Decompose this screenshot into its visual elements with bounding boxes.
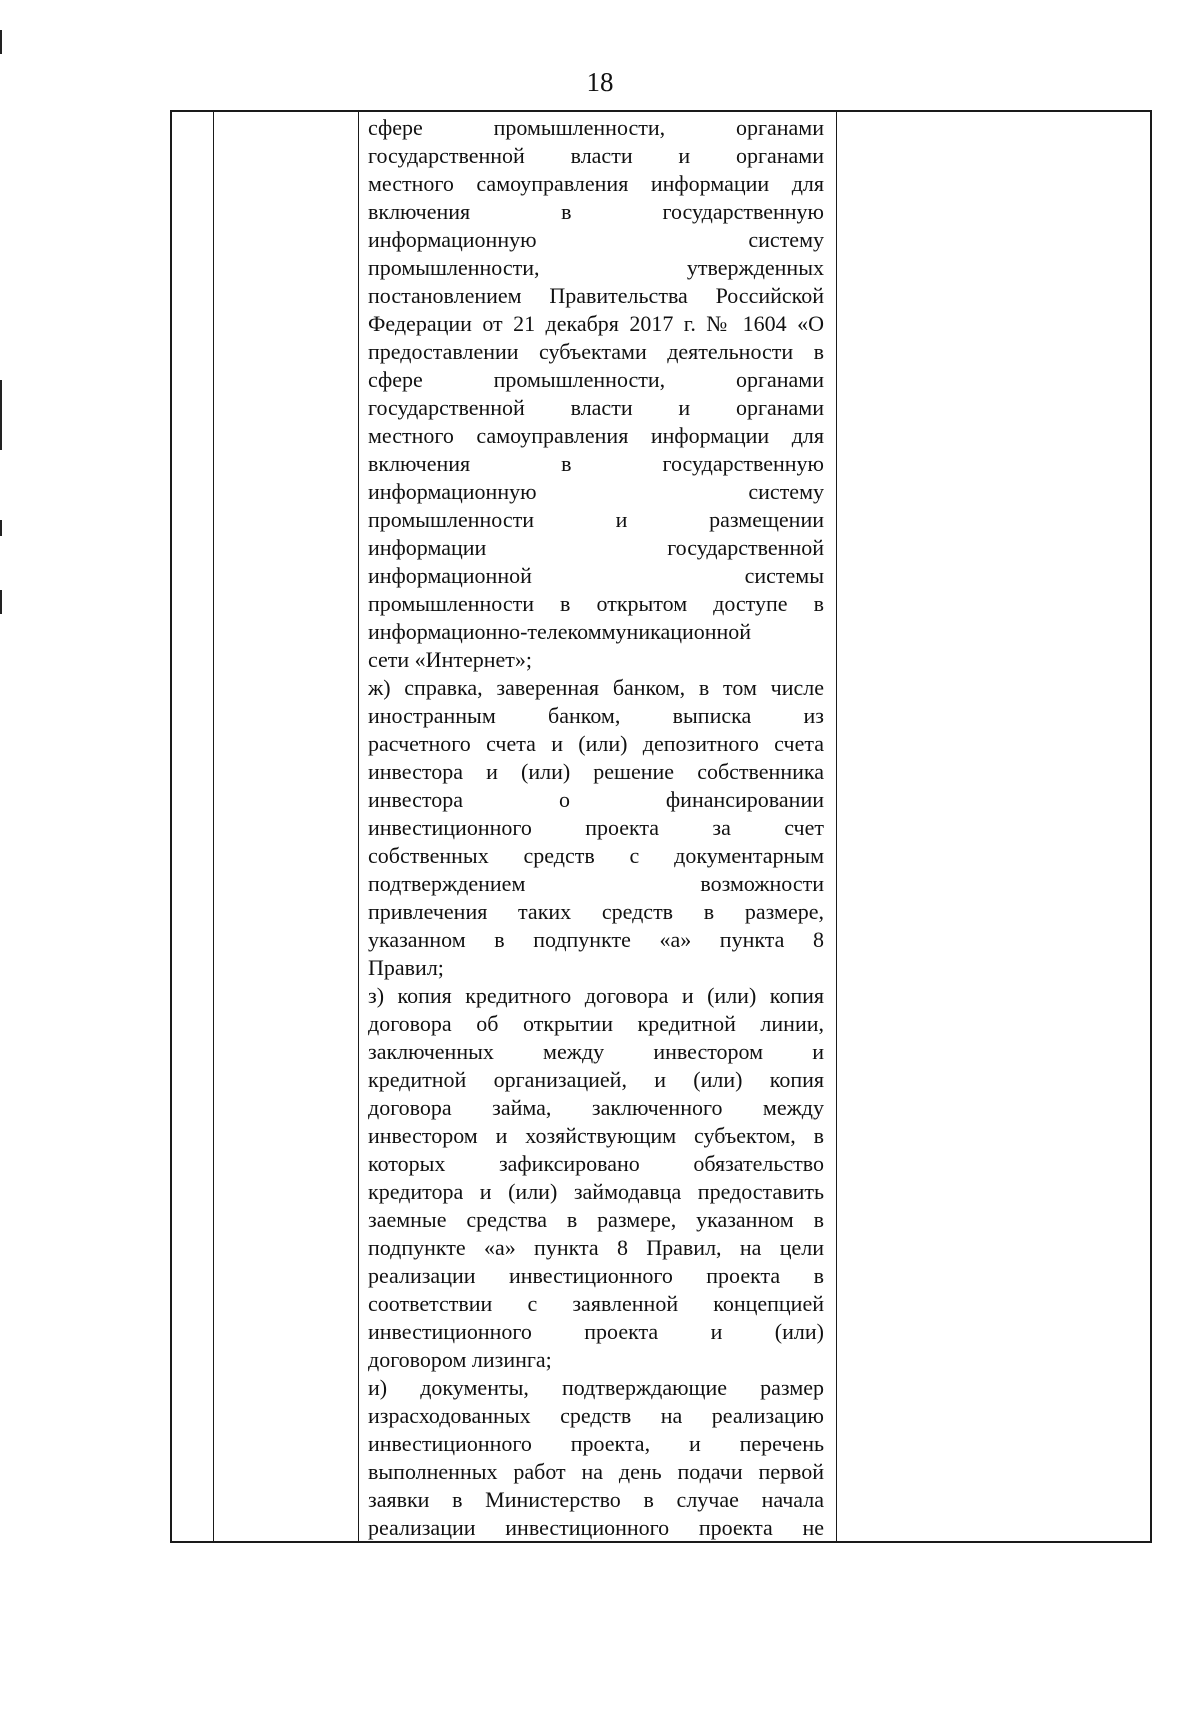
- text-line: сфере промышленности, органами: [368, 115, 824, 140]
- text-line: государственной власти и органами: [368, 143, 824, 168]
- text-line: инвестора о финансировании: [368, 787, 824, 812]
- text-line: предоставлении субъектами деятельности в: [368, 339, 824, 364]
- text-line: Правил;: [368, 955, 444, 980]
- scan-edge-mark: [0, 520, 2, 536]
- text-line: кредитной организацией, и (или) копия: [368, 1067, 824, 1092]
- text-line: инвестора и (или) решение собственника: [368, 759, 824, 784]
- text-line: информационной системы: [368, 563, 824, 588]
- text-line: подтверждением возможности: [368, 871, 824, 896]
- text-line: указанном в подпункте «а» пункта 8: [368, 927, 824, 952]
- text-line: которых зафиксировано обязательство: [368, 1151, 824, 1176]
- text-line: иностранным банком, выписка из: [368, 703, 824, 728]
- text-line: договора об открытии кредитной линии,: [368, 1011, 824, 1036]
- text-line: инвестиционного проекта, и перечень: [368, 1431, 824, 1456]
- column-divider-3: [836, 112, 837, 1541]
- text-line: и) документы, подтверждающие размер: [368, 1375, 824, 1400]
- text-line: подпункте «а» пункта 8 Правил, на цели: [368, 1235, 824, 1260]
- scan-edge-mark: [0, 590, 2, 614]
- text-line: договором лизинга;: [368, 1347, 552, 1372]
- text-line: расчетного счета и (или) депозитного счета: [368, 731, 824, 756]
- text-line: заемные средства в размере, указанном в: [368, 1207, 824, 1232]
- text-line: информационную систему: [368, 479, 824, 504]
- text-line: привлечения таких средств в размере,: [368, 899, 824, 924]
- text-line: включения в государственную: [368, 199, 824, 224]
- text-line: кредитора и (или) займодавца предоставить: [368, 1179, 824, 1204]
- page-number: 18: [586, 67, 614, 97]
- text-line: договора займа, заключенного между: [368, 1095, 824, 1120]
- text-line: информации государственной: [368, 535, 824, 560]
- text-line: заявки в Министерство в случае начала: [368, 1487, 824, 1512]
- text-line: местного самоуправления информации для: [368, 423, 824, 448]
- scan-edge-mark: [0, 380, 2, 450]
- text-line: собственных средств с документарным: [368, 843, 824, 868]
- text-line: ж) справка, заверенная банком, в том числе: [368, 675, 824, 700]
- column-divider-2: [358, 112, 359, 1541]
- text-line: промышленности и размещении: [368, 507, 824, 532]
- text-line: местного самоуправления информации для: [368, 171, 824, 196]
- text-line: реализации инвестиционного проекта в: [368, 1263, 824, 1288]
- text-line: выполненных работ на день подачи первой: [368, 1459, 824, 1484]
- text-line: инвестором и хозяйствующим субъектом, в: [368, 1123, 824, 1148]
- text-line: соответствии с заявленной концепцией: [368, 1291, 824, 1316]
- text-line: сфере промышленности, органами: [368, 367, 824, 392]
- text-line: израсходованных средств на реализацию: [368, 1403, 824, 1428]
- text-line: Федерации от 21 декабря 2017 г. № 1604 «О: [368, 311, 824, 336]
- column-divider-1: [213, 112, 214, 1541]
- text-line: информационно-телекоммуникационной: [368, 619, 752, 644]
- text-line: государственной власти и органами: [368, 395, 824, 420]
- text-line: сети «Интернет»;: [368, 647, 532, 672]
- text-line: включения в государственную: [368, 451, 824, 476]
- document-table: [170, 110, 1152, 1543]
- text-line: з) копия кредитного договора и (или) копия: [368, 983, 824, 1008]
- table-text-column: [368, 114, 824, 1542]
- scan-edge-mark: [0, 30, 2, 54]
- text-line: промышленности в открытом доступе в: [368, 591, 824, 616]
- text-line: постановлением Правительства Российской: [368, 283, 824, 308]
- text-line: инвестиционного проекта за счет: [368, 815, 824, 840]
- text-line: промышленности, утвержденных: [368, 255, 824, 280]
- text-line: информационную систему: [368, 227, 824, 252]
- text-line: реализации инвестиционного проекта не: [368, 1515, 824, 1540]
- text-line: заключенных между инвестором и: [368, 1039, 824, 1064]
- text-line: инвестиционного проекта и (или): [368, 1319, 824, 1344]
